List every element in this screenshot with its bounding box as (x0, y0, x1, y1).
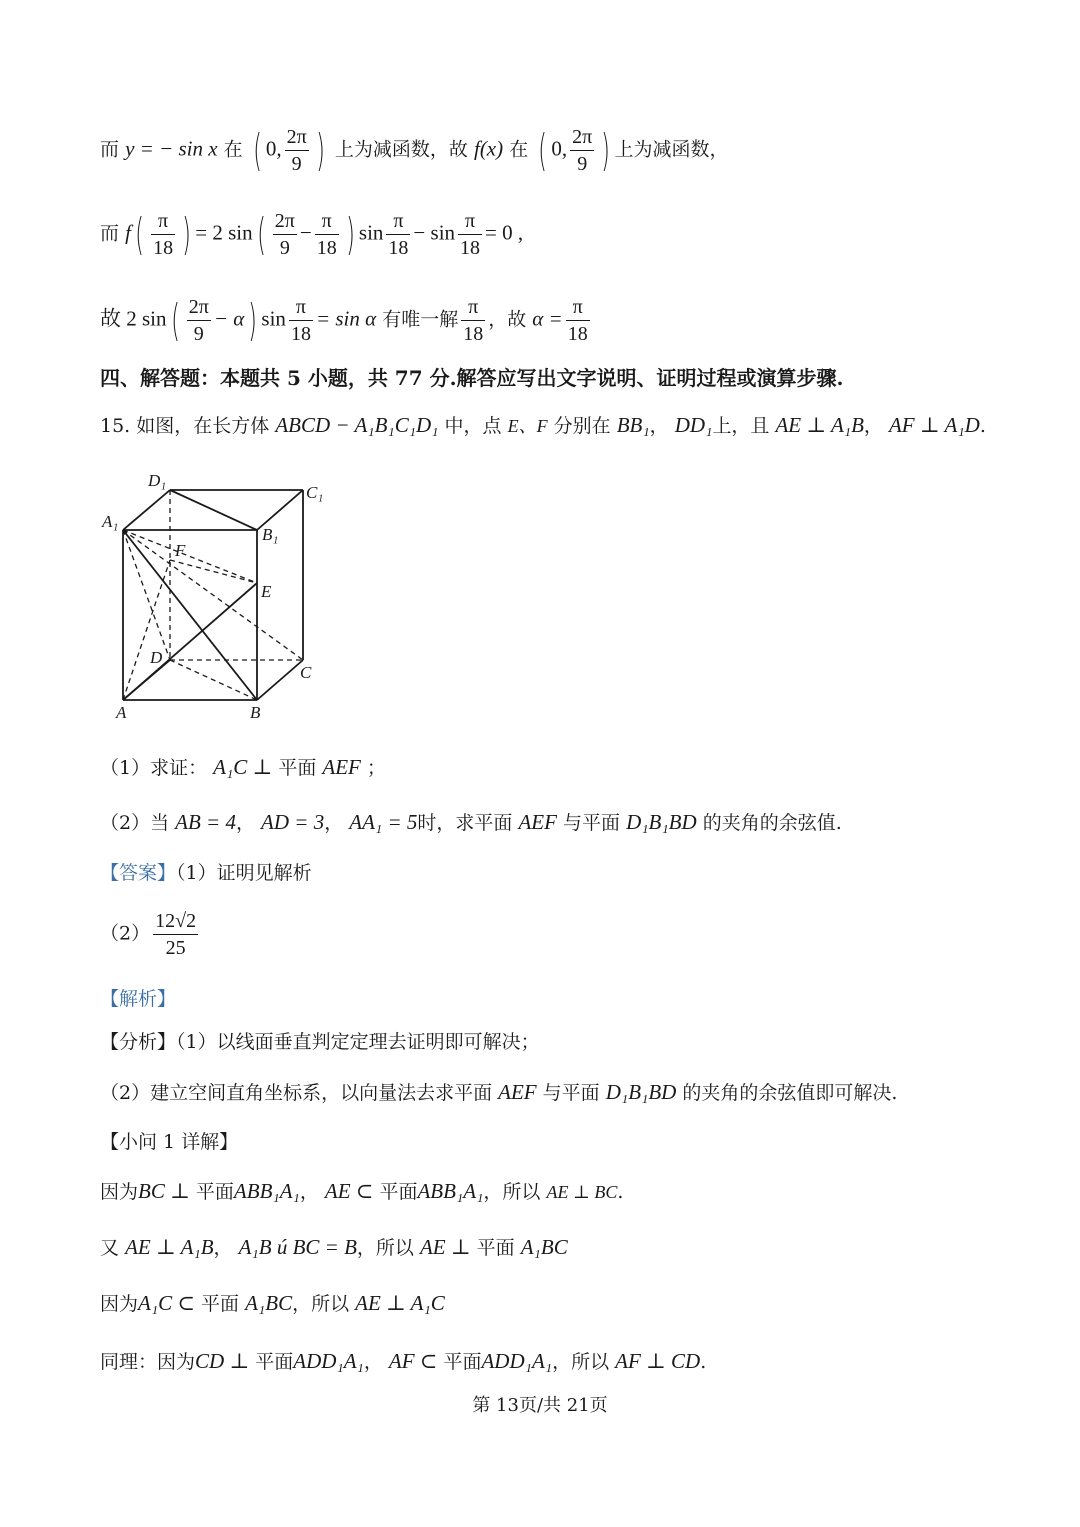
edge-D-B (170, 660, 257, 700)
math-expr: ABB₁A₁ (233, 1179, 300, 1203)
label-C: C (300, 663, 312, 682)
text: （2）建立空间直角坐标系，以向量法去求平面 (100, 1082, 493, 1104)
math-line-2 (100, 208, 523, 261)
text: 的夹角的余弦值即可解决. (682, 1082, 898, 1104)
text: ， (235, 812, 255, 834)
right-paren: ) (346, 208, 355, 260)
left-paren: ( (252, 124, 262, 176)
text: 又 (100, 1237, 120, 1259)
page-footer: 第 13页/共 21页 (472, 1395, 608, 1416)
math-expr: E、F (507, 416, 548, 436)
text: 平面 (476, 1237, 515, 1259)
text: 平面 (201, 1293, 240, 1315)
label-A: A (116, 703, 127, 722)
text: 中，点 (444, 415, 502, 437)
step-3 (100, 1289, 445, 1318)
text: ， (649, 415, 669, 437)
math-line-1 (100, 124, 728, 177)
text: ； (366, 757, 386, 779)
math-expr: = sin α (315, 306, 377, 331)
text: （2） (100, 922, 151, 945)
question-1 (100, 753, 386, 782)
step-1 (100, 1177, 623, 1206)
math-expr: ADD₁A₁ (481, 1349, 553, 1373)
math-expr: α = (532, 306, 563, 331)
text: 上为减函数， (614, 138, 729, 161)
edge-A1-D (123, 530, 170, 660)
math-expr: AD = 3 (261, 810, 325, 834)
text: 时，求平面 (417, 812, 513, 834)
math-expr: AE ⊂ (324, 1179, 374, 1203)
answer-tag: 【答案】 (100, 862, 177, 884)
math-expr: AF ⊥ CD (615, 1349, 701, 1373)
problem-statement (100, 411, 986, 440)
math-expr: AA₁ = 5 (349, 810, 418, 834)
label-F: F (175, 541, 186, 560)
label-D: D (150, 648, 163, 667)
math-expr: sin (358, 220, 384, 245)
math-expr: DD₁ (674, 413, 713, 437)
text: ， (299, 1181, 319, 1203)
math-expr: A₁B ú BC = B (238, 1235, 357, 1259)
text: ，故 (488, 308, 527, 331)
fraction: $\frac{\pi}{18}$ (460, 210, 481, 259)
text: ， (363, 1351, 383, 1373)
right-paren: ) (601, 124, 611, 176)
fraction: $\frac{\pi}{18}$ (567, 296, 588, 345)
left-paren: ( (256, 208, 266, 260)
text: 平面 (443, 1351, 482, 1373)
math-expr: 故 2 sin (100, 306, 167, 331)
math-expr: AF ⊂ (388, 1349, 438, 1373)
math-expr: ABCD − A₁B₁C₁D₁ (275, 413, 439, 437)
text: （2）当 (100, 812, 170, 834)
text: . (700, 1351, 707, 1373)
label-B: B (250, 703, 261, 722)
math-expr: AE ⊥ (419, 1235, 471, 1259)
label-A1: A₁ (102, 512, 119, 531)
text: 上为减函数，故 (334, 138, 468, 161)
text: 分别在 (553, 415, 611, 437)
left-paren: ( (135, 208, 144, 260)
question-2 (100, 808, 842, 837)
math-expr: = 2 sin (195, 220, 253, 245)
text: 平面 (379, 1181, 418, 1203)
text: ， (213, 1237, 233, 1259)
math-expr: AEF (498, 1080, 537, 1104)
analysis-1 (100, 1028, 540, 1056)
math-expr: y = − sin x (125, 136, 218, 161)
text: 【分析】 (100, 1031, 177, 1053)
edge-B1-C1 (257, 490, 303, 530)
answer-part-1 (100, 859, 312, 887)
math-expr: f(x) (473, 136, 504, 161)
math-expr: − sin (413, 220, 456, 245)
math-line-3 (100, 294, 593, 347)
math-expr: AE ⊥ BC (546, 1182, 618, 1202)
text: 而 (100, 222, 120, 245)
step-4 (100, 1347, 706, 1376)
math-expr: AEF (518, 810, 557, 834)
fraction: $\frac{2\pi}{9}$ (274, 210, 295, 259)
answer-fraction: $\frac{12√2}{25}$ (155, 910, 197, 959)
label-D1: D₁ (148, 471, 167, 490)
fraction: $\frac{\pi}{18}$ (153, 210, 174, 259)
fraction: $\frac{\pi}{18}$ (388, 210, 409, 259)
math-expr: AE ⊥ A₁C (355, 1291, 445, 1315)
math-expr: BC ⊥ (138, 1179, 190, 1203)
step-2 (100, 1233, 568, 1262)
text: （1）证明见解析 (176, 862, 312, 884)
analysis-2 (100, 1078, 897, 1107)
fraction: $\frac{\pi}{18}$ (316, 210, 337, 259)
text: （1）以线面垂直判定定理去证明即可解决； (176, 1031, 540, 1053)
text: ， (863, 415, 883, 437)
math-expr: AEF (322, 755, 361, 779)
left-paren: ( (170, 294, 180, 346)
detail-heading: 【小问 1 详解】 (100, 1131, 239, 1153)
edge-F-E (170, 560, 257, 583)
text: 因为 (100, 1181, 139, 1203)
math-expr: A₁BC (520, 1235, 568, 1259)
fraction: $\frac{2\pi}{9}$ (572, 126, 593, 175)
math-expr: AE ⊥ A₁B (125, 1235, 214, 1259)
fraction: $\frac{\pi}{18}$ (290, 296, 311, 345)
edge-A1-C (123, 530, 303, 660)
text: 平面 (255, 1351, 294, 1373)
math-expr: − α (213, 306, 245, 331)
math-expr: sin (261, 306, 286, 331)
math-expr: f (125, 220, 131, 245)
edge-A1-D1 (123, 490, 170, 530)
fraction: $\frac{2\pi}{9}$ (286, 126, 307, 175)
text: 与平面 (563, 812, 621, 834)
left-paren: ( (538, 124, 548, 176)
math-expr: − (299, 220, 312, 245)
math-expr: BB₁ (616, 413, 650, 437)
math-expr: A₁BC (245, 1291, 293, 1315)
text: 与平面 (542, 1082, 600, 1104)
label-E: E (261, 582, 272, 601)
edge-B-C (257, 660, 303, 700)
text: 而 (100, 138, 120, 161)
math-expr: AF ⊥ A₁D (888, 413, 980, 437)
right-paren: ) (315, 124, 325, 176)
text: 上，且 (712, 415, 770, 437)
edge-A1-B (123, 530, 257, 700)
section-heading: 四、解答题：本题共 5 小题，共 77 分.解答应写出文字说明、证明过程或演算步骤. (100, 366, 844, 390)
edge-D1-B1 (170, 490, 257, 530)
label-B1: B₁ (262, 525, 279, 544)
text: 有唯一解 (382, 308, 459, 331)
math-expr: D₁B₁BD (626, 810, 697, 834)
text: 的夹角的余弦值. (702, 812, 842, 834)
right-paren: ) (182, 208, 191, 260)
math-expr: D₁B₁BD (605, 1080, 677, 1104)
analysis-tag: 【解析】 (100, 988, 177, 1010)
text: 同理：因为 (100, 1351, 196, 1373)
math-expr: A₁C ⊂ (138, 1291, 195, 1315)
text: ， (324, 812, 344, 834)
text: 平面 (195, 1181, 234, 1203)
text: . (979, 415, 986, 437)
math-expr: A₁C ⊥ (213, 755, 273, 779)
text: ，所以 (483, 1181, 541, 1203)
text: ，所以 (292, 1293, 350, 1315)
fraction: $\frac{\pi}{18}$ (463, 296, 484, 345)
math-expr: AE ⊥ A₁B (775, 413, 864, 437)
right-paren: ) (248, 294, 258, 346)
text: 因为 (100, 1293, 139, 1315)
box-figure (95, 465, 340, 730)
math-expr: ABB₁A₁ (417, 1179, 484, 1203)
math-expr: = 0 , (485, 220, 524, 245)
fraction: $\frac{2\pi}{9}$ (188, 296, 209, 345)
text: . (617, 1181, 624, 1203)
label-C1: C₁ (306, 483, 324, 502)
text: 平面 (278, 757, 317, 779)
math-expr: 0, (265, 136, 282, 161)
answer-part-2 (100, 908, 201, 961)
text: 如图，在长方体 (136, 415, 270, 437)
text: ，所以 (552, 1351, 610, 1373)
text: ，所以 (356, 1237, 414, 1259)
text: 在 (223, 138, 243, 161)
math-expr: CD ⊥ (195, 1349, 250, 1373)
math-expr: ADD₁A₁ (293, 1349, 364, 1373)
problem-number: 15. (100, 415, 131, 437)
text: 在 (509, 138, 529, 161)
text: （1）求证： (100, 757, 208, 779)
math-expr: AB = 4 (175, 810, 236, 834)
math-expr: 0, (551, 136, 568, 161)
